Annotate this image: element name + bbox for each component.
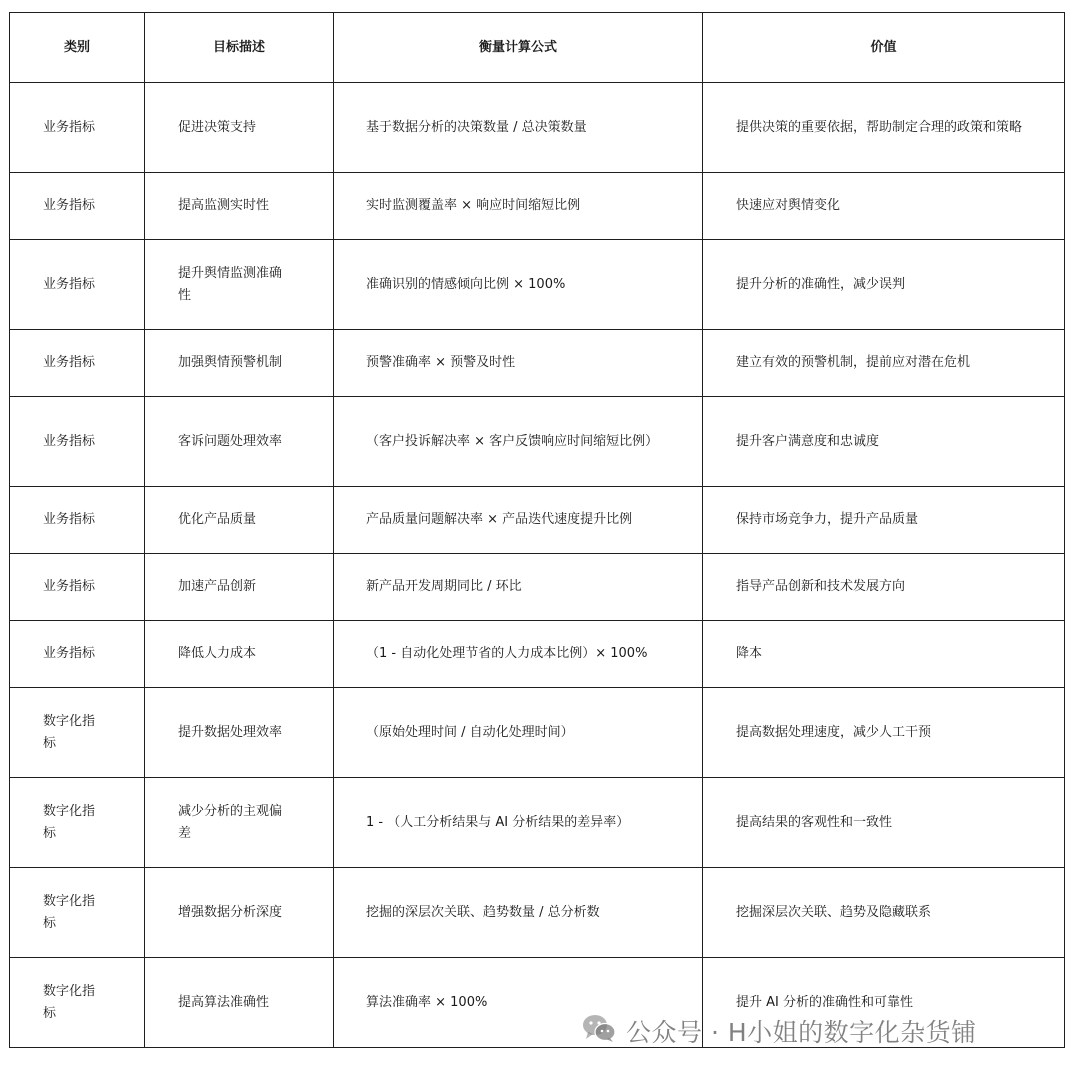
cell-goal: 增强数据分析深度	[145, 868, 334, 958]
cell-category: 业务指标	[10, 173, 145, 240]
cell-goal: 促进决策支持	[145, 83, 334, 173]
table-row	[10, 868, 1065, 958]
cell-category: 业务指标	[10, 83, 145, 173]
cell-value: 指导产品创新和技术发展方向	[703, 554, 1065, 621]
cell-goal: 提升舆情监测准确性	[145, 240, 334, 330]
cell-value: 建立有效的预警机制，提前应对潜在危机	[703, 330, 1065, 397]
cell-category: 业务指标	[10, 397, 145, 487]
header-goal: 目标描述	[145, 13, 334, 83]
cell-formula: 挖掘的深层次关联、趋势数量 / 总分析数	[334, 868, 703, 958]
cell-category: 业务指标	[10, 487, 145, 554]
table-row	[10, 778, 1065, 868]
cell-category: 业务指标	[10, 240, 145, 330]
table-row	[10, 621, 1065, 688]
cell-goal: 提高监测实时性	[145, 173, 334, 240]
cell-value: 提升客户满意度和忠诚度	[703, 397, 1065, 487]
metrics-table	[9, 12, 1065, 1048]
header-formula: 衡量计算公式	[334, 13, 703, 83]
cell-value: 提升分析的准确性，减少误判	[703, 240, 1065, 330]
cell-value: 保持市场竞争力，提升产品质量	[703, 487, 1065, 554]
table-row	[10, 397, 1065, 487]
cell-formula: 算法准确率 × 100%	[334, 958, 703, 1048]
cell-category: 业务指标	[10, 621, 145, 688]
header-category: 类别	[10, 13, 145, 83]
table-row	[10, 173, 1065, 240]
cell-value: 提升 AI 分析的准确性和可靠性	[703, 958, 1065, 1048]
cell-formula: （客户投诉解决率 × 客户反馈响应时间缩短比例）	[334, 397, 703, 487]
cell-goal: 加速产品创新	[145, 554, 334, 621]
table-row	[10, 240, 1065, 330]
cell-formula: （1 - 自动化处理节省的人力成本比例）× 100%	[334, 621, 703, 688]
watermark	[582, 1012, 977, 1050]
cell-value: 提供决策的重要依据，帮助制定合理的政策和策略	[703, 83, 1065, 173]
cell-goal: 加强舆情预警机制	[145, 330, 334, 397]
table-header-row	[10, 13, 1065, 83]
table-row	[10, 554, 1065, 621]
cell-goal: 提升数据处理效率	[145, 688, 334, 778]
table-row	[10, 487, 1065, 554]
table-row	[10, 83, 1065, 173]
wechat-icon	[582, 1013, 616, 1049]
cell-goal: 提高算法准确性	[145, 958, 334, 1048]
cell-formula: （原始处理时间 / 自动化处理时间）	[334, 688, 703, 778]
cell-category: 业务指标	[10, 554, 145, 621]
cell-goal: 客诉问题处理效率	[145, 397, 334, 487]
cell-goal: 减少分析的主观偏差	[145, 778, 334, 868]
cell-value: 提高数据处理速度，减少人工干预	[703, 688, 1065, 778]
cell-formula: 产品质量问题解决率 × 产品迭代速度提升比例	[334, 487, 703, 554]
watermark-text: 公众号 · H小姐的数字化杂货铺	[626, 1018, 977, 1047]
cell-value: 挖掘深层次关联、趋势及隐藏联系	[703, 868, 1065, 958]
cell-formula: 基于数据分析的决策数量 / 总决策数量	[334, 83, 703, 173]
cell-category: 数字化指标	[10, 688, 145, 778]
cell-formula: 准确识别的情感倾向比例 × 100%	[334, 240, 703, 330]
cell-value: 提高结果的客观性和一致性	[703, 778, 1065, 868]
cell-value: 快速应对舆情变化	[703, 173, 1065, 240]
cell-category: 数字化指标	[10, 778, 145, 868]
cell-category: 业务指标	[10, 330, 145, 397]
cell-formula: 新产品开发周期同比 / 环比	[334, 554, 703, 621]
header-value: 价值	[703, 13, 1065, 83]
cell-formula: 预警准确率 × 预警及时性	[334, 330, 703, 397]
table-row	[10, 688, 1065, 778]
cell-formula: 1 - （人工分析结果与 AI 分析结果的差异率）	[334, 778, 703, 868]
cell-formula: 实时监测覆盖率 × 响应时间缩短比例	[334, 173, 703, 240]
cell-goal: 优化产品质量	[145, 487, 334, 554]
cell-category: 数字化指标	[10, 958, 145, 1048]
cell-goal: 降低人力成本	[145, 621, 334, 688]
table-row	[10, 330, 1065, 397]
cell-value: 降本	[703, 621, 1065, 688]
cell-category: 数字化指标	[10, 868, 145, 958]
